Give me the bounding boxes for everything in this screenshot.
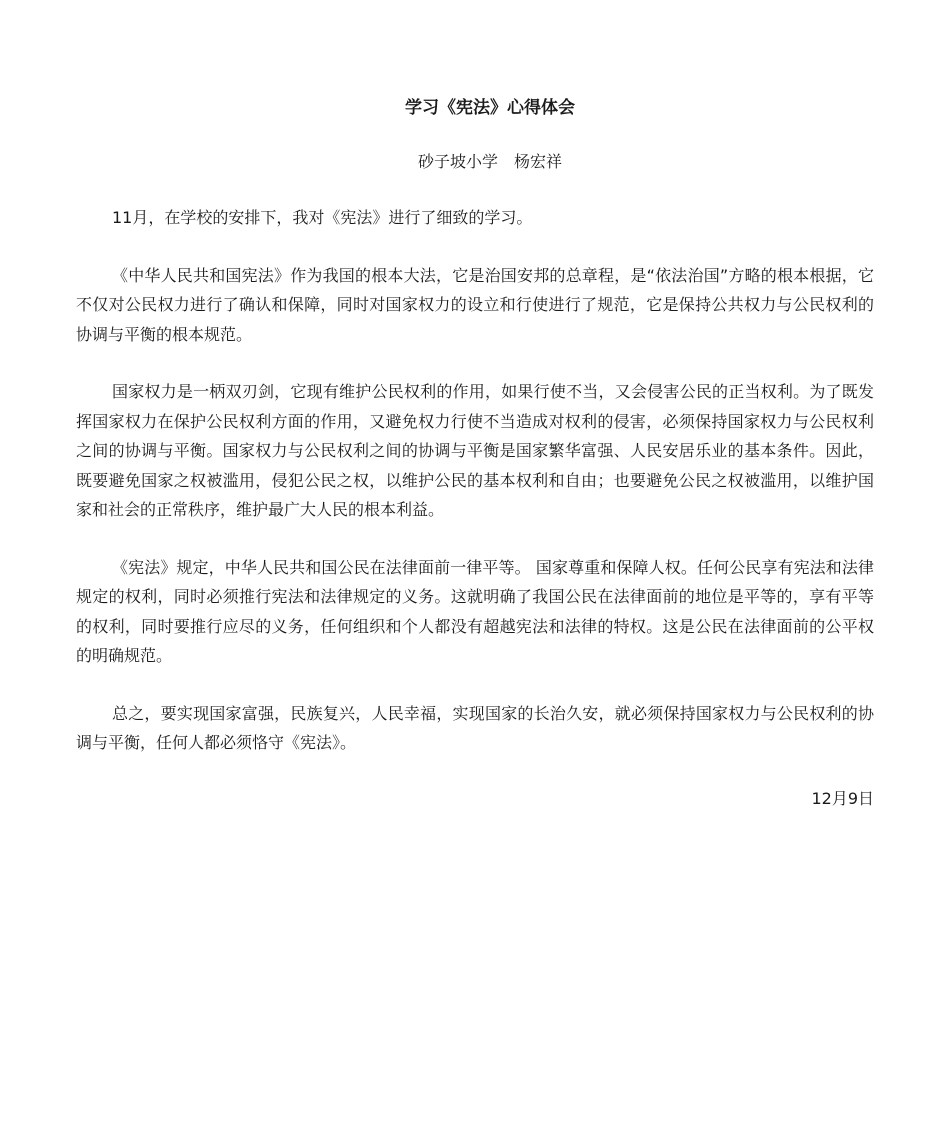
paragraph-state-power: 国家权力是一柄双刃剑，它现有维护公民权利的作用，如果行使不当，又会侵害公民的正当权利。为了既发挥国家权力在保护公民权利方面的作用，又避免权力行使不当造成对权利的侵害，必须保持国家权力与公民权利之间的协调与平衡。国家权力与公民权利之间的协调与平衡是国家繁华富强、人民安居乐业的基本条件。因此，既要避免国家之权被滥用，侵犯公民之权，以维护公民的基本权利和自由；也要避免公民之权被滥用，以维护国家和社会的正常秩序，维护最广大人民的根本利益。 <box>76 382 874 519</box>
paragraph-equality: 《宪法》规定，中华人民共和国公民在法律面前一律平等。 国家尊重和保障人权。任何公民享有宪法和法律规定的权利，同时必须推行宪法和法律规定的义务。这就明确了我国公民在法律面前的地位是平等的，享有平等的权利，同时要推行应尽的义务，任何组织和个人都没有超越宪法和法律的特权。这是公民在法律面前的公平权的明确规范。 <box>76 557 874 665</box>
document-date: 12月9日 <box>811 788 874 808</box>
document-title: 学习《宪法》心得体会 <box>405 98 575 118</box>
paragraph-intro: 11月，在学校的安排下，我对《宪法》进行了细致的学习。 <box>112 208 533 227</box>
paragraph-conclusion: 总之，要实现国家富强，民族复兴，人民幸福，实现国家的长治久安，就必须保持国家权力与公民权利的协调与平衡，任何人都必须恪守《宪法》。 <box>76 703 874 752</box>
author-school: 砂子坡小学 <box>417 152 498 171</box>
author-name: 杨宏祥 <box>514 152 563 171</box>
author-line <box>76 149 874 175</box>
paragraph-constitution-role: 《中华人民共和国宪法》作为我国的根本大法，它是治国安邦的总章程，是“依法治国”方略的根本根据，它不仅对公民权力进行了确认和保障，同时对国家权力的设立和行使进行了规范，它是保持公共权力与公民权利的协调与平衡的根本规范。 <box>76 265 874 344</box>
